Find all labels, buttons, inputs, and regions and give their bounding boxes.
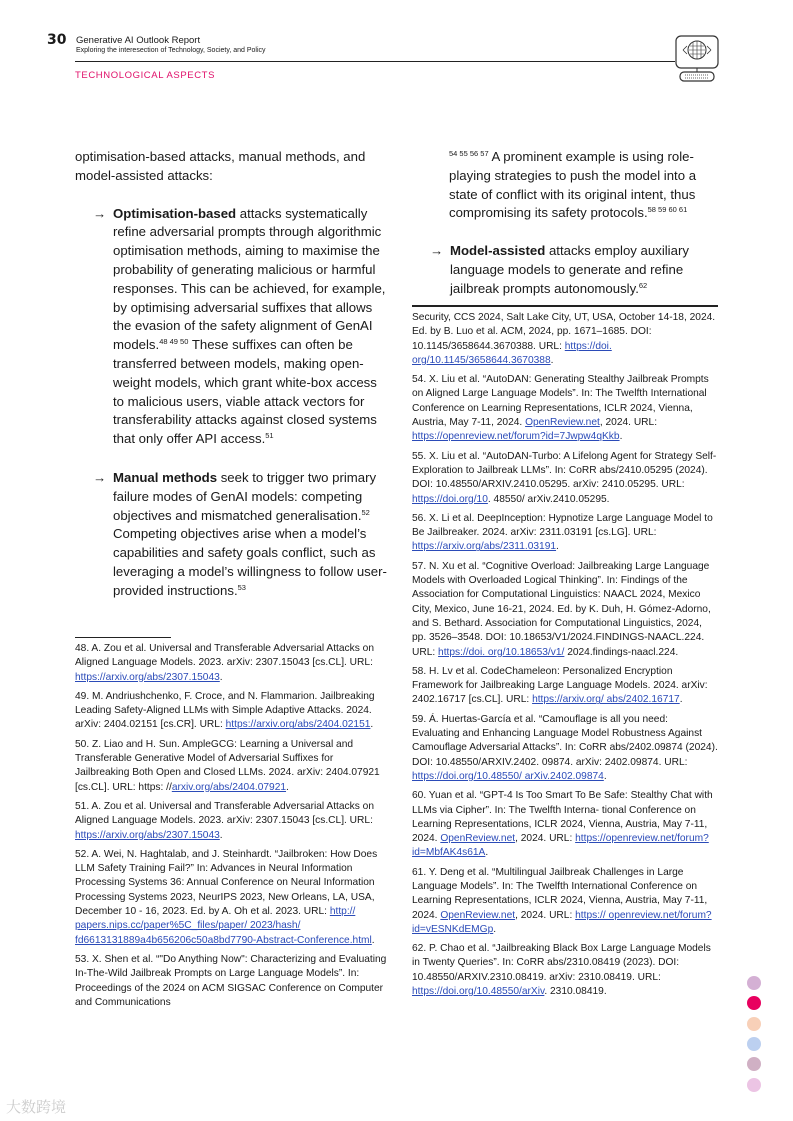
footnote-ref[interactable]: 58 59 60 61 xyxy=(647,205,688,215)
footnote-text: . 2310.08419. xyxy=(544,986,607,998)
footnote-link[interactable]: https://openreview.net/forum?id=7Jwpw4qKkb xyxy=(412,431,620,443)
footnote-text: 51. A. Zou et al. Universal and Transferable Adversarial Attacks on Aligned Language Models. 2023. arXiv: 2307.15043 [cs.CL]. URL: xyxy=(75,800,374,827)
footnote-text: . xyxy=(371,934,375,946)
footnote-text: 52. A. Wei, N. Haghtalab, and J. Steinhardt. “Jailbroken: How Does LLM Safety Training Fail?” In: Advances in Neural Information Processing Systems 36: Annual Conference on Neural Information Processing Systems 2023, NeurIPS 2023, New Orleans, LA, USA, December 10 - 16, 2023. Ed. by A. Oh et al. 2023. URL: xyxy=(75,848,378,918)
footnote-ref[interactable]: 48 49 50 xyxy=(159,337,189,347)
footnote-ref[interactable]: 51 xyxy=(265,431,274,441)
footnote-text: . xyxy=(219,671,223,683)
footnotes-left xyxy=(75,642,387,1015)
footnote-link[interactable]: arxiv.org/abs/2404.07921 xyxy=(171,781,287,793)
footnote-text: . xyxy=(485,847,489,859)
paragraph-text: A prominent example is using role-playing strategies to push the model into a state of conflict with its original intent, thus compromising its safety protocols. xyxy=(449,149,697,221)
bullet-optimisation-based xyxy=(75,205,387,449)
footnote-text: 48. A. Zou et al. Universal and Transferable Adversarial Attacks on Aligned Language Models. 2023. arXiv: 2307.15043 [cs.CL]. URL: xyxy=(75,643,374,669)
footnote-text: , 2024. URL: xyxy=(599,417,658,429)
footnote-link[interactable]: https://openreview.net/forum?id=MbfAK4s61A xyxy=(412,833,709,859)
side-nav-dot[interactable] xyxy=(747,1057,761,1071)
footnote-text: , 2024. URL: xyxy=(515,909,576,921)
footnote-divider xyxy=(75,637,171,638)
footnote-link[interactable]: http:// papers.nips.cc/paper%5C_files/paper/ 2023/hash/ fd6613131889a4b656206c50a8bd7790-Abstract-Conference.html xyxy=(75,906,372,946)
footnote-ref[interactable]: 52 xyxy=(361,507,370,517)
arrow-icon: → xyxy=(430,243,444,259)
side-nav-dot[interactable] xyxy=(747,1037,761,1051)
footnote-item xyxy=(412,665,718,708)
footnote-text: 60. Yuan et al. “GPT-4 Is Too Smart To Be Safe: Stealthy Chat with LLMs via Cipher”. In: The Twelfth Interna- tional Conference on Learning Representations, ICLR 2024, Vienna, Austria, May 7-11, 2024. xyxy=(412,790,713,845)
footnote-item xyxy=(412,866,718,937)
footnote-text: Security, CCS 2024, Salt Lake City, UT, USA, October 14-18, 2024. Ed. by B. Luo et al. ACM, 2024, pp. 1671–1685. DOI: 10.1145/3658644.3670388. URL: xyxy=(412,312,716,352)
page-number: 30 xyxy=(47,32,67,48)
section-label: TECHNOLOGICAL ASPECTS xyxy=(75,70,216,81)
footnote-item xyxy=(75,690,387,733)
bullet-term: Manual methods xyxy=(113,469,218,485)
footnote-text: 2024.findings-naacl.224. xyxy=(564,646,679,658)
bullet-text: attacks employ auxiliary language models to generate and refine jailbreak prompts autonomously. xyxy=(450,243,689,296)
arrow-icon: → xyxy=(93,205,107,221)
footnote-ref[interactable]: 54 55 56 57 xyxy=(449,149,489,158)
footnote-item xyxy=(412,713,718,784)
footnote-item xyxy=(412,373,718,444)
footnote-text: 59. Á. Huertas-García et al. “Camouflage is all you need: Evaluating and Enhancing Language Model Robustness Against Camouflage Adversarial Attacks”. In: CoRR abs/2402.09874 (2024). DOI: 10.48550/ARXIV.2402. 09874. arXiv: 2402.09874. URL: xyxy=(412,713,718,768)
footnote-text: . xyxy=(493,923,497,935)
footnote-link[interactable]: https://arxiv.org/abs/2307.15043 xyxy=(75,829,220,841)
footnote-link[interactable]: https://doi. org/10.18653/v1/ xyxy=(438,646,565,658)
arrow-icon: → xyxy=(93,469,107,485)
footnote-link[interactable]: https://doi.org/10 xyxy=(412,493,488,505)
footnote-item xyxy=(75,738,387,795)
computer-brain-icon xyxy=(673,34,721,82)
footnote-link[interactable]: OpenReview.net xyxy=(440,909,516,921)
footnote-text: . xyxy=(679,694,683,706)
footnote-text: 62. P. Chao et al. “Jailbreaking Black Box Large Language Models in Twenty Queries”. In: CoRR abs/2310.08419 (2023). DOI: 10.48550/ARXIV.2310.08419. arXiv: 2310.08419. URL: xyxy=(412,943,711,983)
bullet-text: Competing objectives arise when a model’s capabilities and safety goals conflict, such as leveraging a model’s willingness to follow user-provided instructions. xyxy=(113,526,387,598)
footnote-text: . xyxy=(603,770,607,782)
footnote-ref[interactable]: 62 xyxy=(638,280,648,290)
continued-paragraph xyxy=(412,148,718,223)
side-nav-dot[interactable] xyxy=(747,976,761,990)
footnote-text: . xyxy=(550,354,554,366)
footnote-item xyxy=(75,642,387,685)
footnote-text: 57. N. Xu et al. “Cognitive Overload: Jailbreaking Large Language Models with Overloaded Logical Thinking”. In: Findings of the Association for Computational Linguistics: NAACL 2024, Mexico City, Mexico, June 16-21, 2024. Ed. by K. Duh, H. Gómez-Adorno, and S. Bethard. Association for Computational Linguistics, 2024, pp. 3526–3548. DOI: 10.18653/V1/2024.FINDINGS-NAACL.224. URL: xyxy=(412,560,711,658)
footnote-text: 55. X. Liu et al. “AutoDAN-Turbo: A Lifelong Agent for Strategy Self-Exploration to Jailbreak LLMs”. In: CoRR abs/2410.05295 (2024). DOI: 10.48550/ARXIV.2410.05295. arXiv: 2410.05295. URL: xyxy=(412,450,717,491)
left-body-column xyxy=(75,148,387,601)
footnote-link[interactable]: https://arxiv.org/abs/2404.02151 xyxy=(225,719,371,731)
footnote-text: . xyxy=(556,541,559,553)
footnote-link[interactable]: OpenReview.net xyxy=(525,417,600,429)
footnote-text: . 48550/ arXiv.2410.05295. xyxy=(487,493,610,505)
footnotes-right xyxy=(412,311,718,1004)
footnote-link[interactable]: https://doi.org/10.48550/ arXiv.2402.09874 xyxy=(412,770,604,782)
bullet-text: attacks systematically refine adversarial prompts through algorithmic optimisation methods, aiming to maximise the probability of generating malicious or harmful responses. This can be achieved, for example, by optimising adversarial suffixes that allows the evasion of the safety alignment of GenAI models. xyxy=(113,205,386,353)
footnote-link[interactable]: https://doi. org/10.1145/3658644.3670388 xyxy=(412,340,612,366)
footnote-text: , 2024. URL: xyxy=(515,833,576,845)
footnote-text: . xyxy=(219,829,223,841)
footnote-ref[interactable]: 53 xyxy=(237,582,246,592)
footnote-text: . xyxy=(619,431,623,443)
footnote-text: . xyxy=(370,719,374,731)
footnote-text: 61. Y. Deng et al. “Multilingual Jailbreak Challenges in Large Language Models”. In: The Twelfth International Conference on Learning Representations, ICLR 2024, Vienna, Austria, May 7-11, 2024. xyxy=(412,866,708,921)
footnote-link[interactable]: https://arxiv.org/abs/2307.15043 xyxy=(75,671,220,683)
bullet-text: seek to trigger two primary failure modes of GenAI models: competing objectives and mismatched generalisation. xyxy=(113,469,377,523)
footnote-item xyxy=(412,560,718,660)
report-subtitle: Exploring the interesection of Technology, Society, and Policy xyxy=(76,47,266,54)
footnote-item xyxy=(75,848,387,948)
footnote-text: 49. M. Andriushchenko, F. Croce, and N. Flammarion. Jailbreaking Leading Safety-Aligned LLMs with Simple Adaptive Attacks. 2024. arXiv: 2404.02151 [cs.CR]. URL: xyxy=(75,690,375,731)
footnote-text: 56. X. Li et al. DeepInception: Hypnotize Large Language Model to Be Jailbreaker. 2024. arXiv: 2311.03191 [cs.LG]. URL: xyxy=(412,512,713,539)
footnote-link[interactable]: https:// openreview.net/forum?id=vESNKdEMGp xyxy=(412,909,712,935)
side-nav-dot[interactable] xyxy=(747,1078,761,1092)
right-body-column xyxy=(412,148,718,299)
header-divider xyxy=(75,61,675,62)
footnote-text: 58. H. Lv et al. CodeChameleon: Personalized Encryption Framework for Jailbreaking Large Language Models. 2024. arXiv: 2402.16717 [cs.CL]. URL: xyxy=(412,665,708,706)
side-nav-dot[interactable] xyxy=(747,996,761,1010)
bullet-text: These suffixes can often be transferred between models, making open-weight models, which grant white-box access to malicious users, viable attack vectors for transferability attacks against closed systems that only offer API access. xyxy=(113,337,377,447)
footnote-item xyxy=(412,311,718,368)
footnote-link[interactable]: https://arxiv.org/ abs/2402.16717 xyxy=(532,694,680,706)
footnote-text: . xyxy=(286,781,289,793)
footnote-item xyxy=(75,953,387,1010)
footnote-item xyxy=(412,512,718,555)
footnote-item xyxy=(412,789,718,860)
intro-paragraph: optimisation-based attacks, manual methods, and model-assisted attacks: xyxy=(75,149,366,183)
footnote-text: 50. Z. Liao and H. Sun. AmpleGCG: Learning a Universal and Transferable Generative Model of Adversarial Suffixes for Jailbreaking Both Open and Closed LLMs. 2024. arXiv: 2404.07921 [cs.CL]. URL: https: // xyxy=(75,738,380,793)
side-nav-dot[interactable] xyxy=(747,1017,761,1031)
footnote-item xyxy=(412,942,718,999)
footnote-text: 53. X. Shen et al. “"Do Anything Now": Characterizing and Evaluating In-The-Wild Jailbreak Prompts on Large Language Models”. In: Proceedings of the 2024 on ACM SIGSAC Conference on Computer and Communications xyxy=(75,953,387,1008)
watermark: 大数跨境 xyxy=(6,1098,67,1116)
footnote-link[interactable]: https://arxiv.org/abs/2311.03191 xyxy=(412,541,557,553)
footnote-link[interactable]: OpenReview.net xyxy=(440,833,516,845)
footnote-item xyxy=(412,450,718,507)
footnote-divider xyxy=(412,305,718,307)
bullet-term: Model-assisted xyxy=(450,243,546,259)
bullet-term: Optimisation-based xyxy=(113,205,237,221)
footnote-item xyxy=(75,800,387,843)
report-title: Generative AI Outlook Report xyxy=(76,35,201,46)
bullet-model-assisted xyxy=(412,242,718,298)
bullet-manual-methods xyxy=(75,469,387,601)
footnote-link[interactable]: https://doi.org/10.48550/arXiv xyxy=(412,986,545,998)
footnote-text: 54. X. Liu et al. “AutoDAN: Generating Stealthy Jailbreak Prompts on Aligned Large Language Models”. In: The Twelfth International Conference on Learning Representations, ICLR 2024, Vienna, Austria, May 7-11, 2024. xyxy=(412,374,709,429)
